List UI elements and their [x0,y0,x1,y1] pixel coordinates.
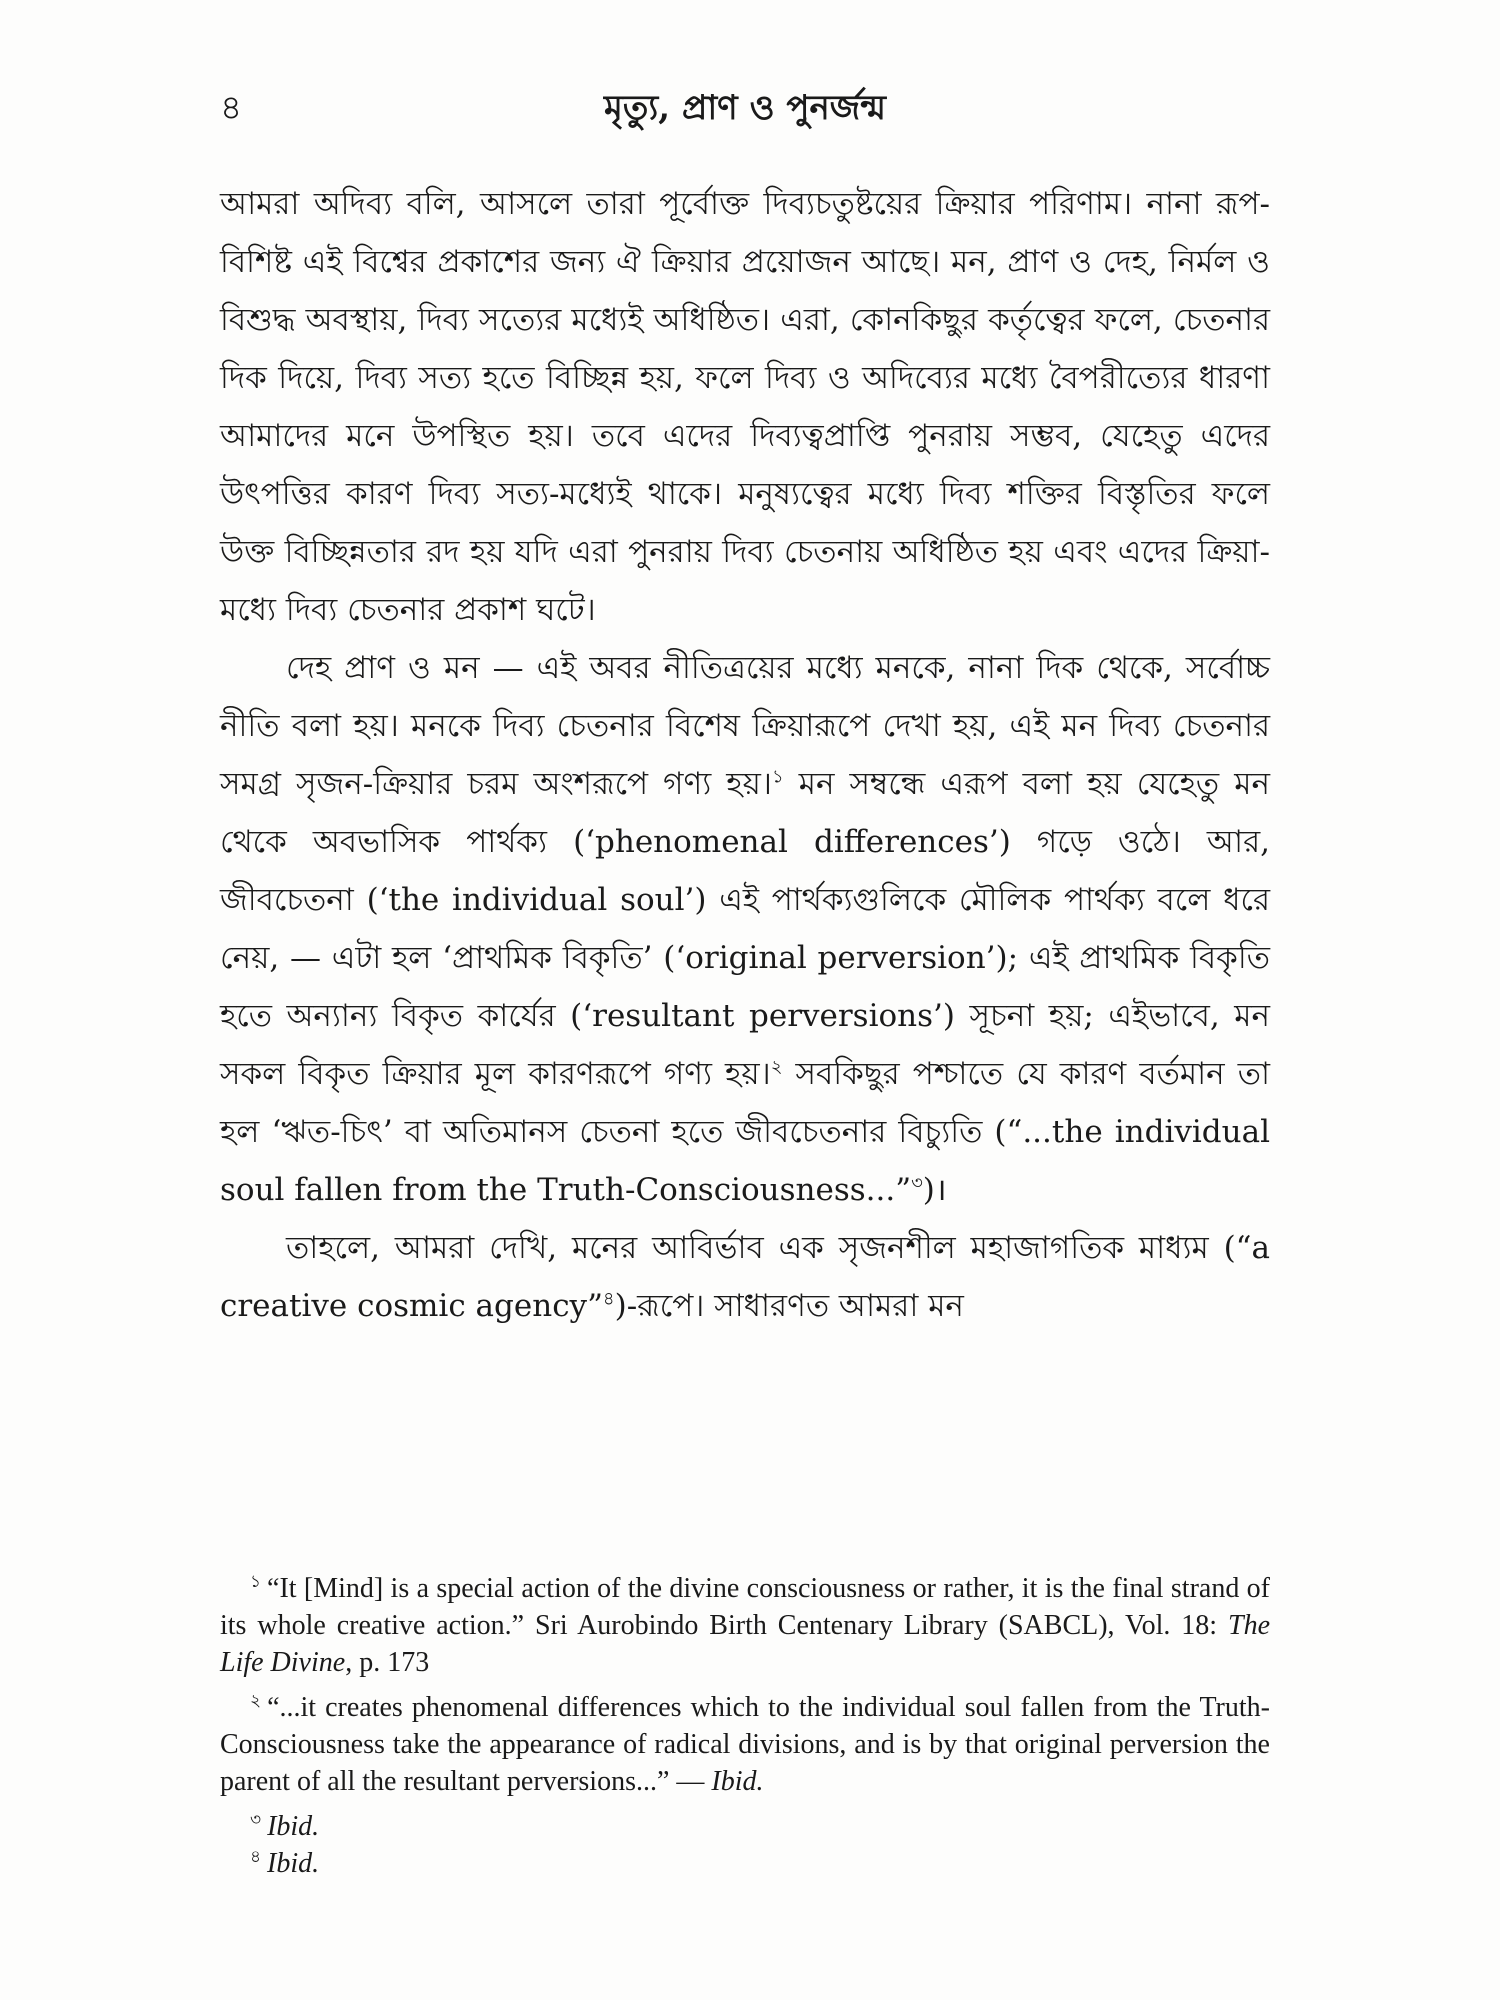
footnote-3 [220,1808,1270,1845]
footnote-1-end: , p. 173 [345,1647,430,1678]
running-title: মৃত্যু, প্রাণ ও পুনর্জন্ম [604,88,886,128]
footnote-2-text: “...it creates phenomenal differences which to the individual soul fallen from the Truth-Consciousness take the appearance of radical divisions, and is by that original perversion the parent of all the resultant perversions...” — [220,1692,1270,1797]
footnotes [220,1570,1270,1882]
footnote-4 [220,1845,1270,1882]
paragraph-2-part-d: )। [922,1172,947,1208]
footnote-4-mark: ৪ [250,1846,262,1866]
footnote-ref-1: ১ [771,766,784,788]
paragraph-1: আমরা অদিব্য বলি, আসলে তারা পূর্বোক্ত দিব্যচতুষ্টয়ের ক্রিয়ার পরিণাম। নানা রূপ-বিশিষ্ট এই বিশ্বের প্রকাশের জন্য ঐ ক্রিয়ার প্রয়োজন আছে। মন, প্রাণ ও দেহ, নির্মল ও বিশুদ্ধ অবস্থায়, দিব্য সত্যের মধ্যেই অধিষ্ঠিত। এরা, কোনকিছুর কর্তৃত্বের ফলে, চেতনার দিক দিয়ে, দিব্য সত্য হতে বিচ্ছিন্ন হয়, ফলে দিব্য ও অদিব্যের মধ্যে বৈপরীত্যের ধারণা আমাদের মনে উপস্থিত হয়। তবে এদের দিব্যত্বপ্রাপ্তি পুনরায় সম্ভব, যেহেতু এদের উৎপত্তির কারণ দিব্য সত্য-মধ্যেই থাকে। মনুষ্যত্বের মধ্যে দিব্য শক্তির বিস্তৃতির ফলে উক্ত বিচ্ছিন্নতার রদ হয় যদি এরা পুনরায় দিব্য চেতনায় অধিষ্ঠিত হয় এবং এদের ক্রিয়া-মধ্যে দিব্য চেতনার প্রকাশ ঘটে। [220,186,1270,628]
paragraph-2-part-a: দেহ প্রাণ ও মন — এই অবর নীতিত্রয়ের মধ্যে মনকে, নানা দিক থেকে, সর্বোচ্চ নীতি বলা হয়। মনকে দিব্য চেতনার বিশেষ ক্রিয়ারূপে দেখা হয়, এই মন দিব্য চেতনার সমগ্র সৃজন-ক্রিয়ার চরম অংশরূপে গণ্য হয়। [220,650,1270,802]
footnote-1-title: The Life Divine [220,1610,1270,1678]
paragraph-3-part-b: )-রূপে। সাধারণত আমরা মন [614,1288,964,1324]
footnote-4-ibid: Ibid. [267,1848,320,1879]
page-header [220,78,1270,138]
footnote-ref-4: ৪ [602,1288,615,1310]
footnote-ref-3: ৩ [911,1172,923,1194]
footnote-2-mark: ২ [250,1690,262,1710]
main-text [220,175,1270,1335]
paragraph-3-part-a: তাহলে, আমরা দেখি, মনের আবির্ভাব এক সৃজনশীল মহাজাগতিক মাধ্যম (“a creative cosmic agency” [220,1230,1270,1324]
footnote-3-ibid: Ibid. [267,1811,320,1842]
footnote-1-mark: ১ [250,1571,262,1591]
paragraph-2 [220,639,1270,1219]
paragraph-2-part-c: সবকিছুর পশ্চাতে যে কারণ বর্তমান তা হল ‘ঋত-চিৎ’ বা অতিমানস চেতনা হতে জীবচেতনার বিচ্যুতি (“...the individual soul fallen from the Truth-Consciousness...” [220,1056,1270,1208]
page-number: ৪ [220,88,243,128]
footnote-2-ibid: Ibid. [711,1766,764,1797]
footnote-3-mark: ৩ [250,1809,262,1829]
footnote-1 [220,1570,1270,1681]
footnote-ref-2: ২ [770,1056,783,1078]
footnote-2 [220,1689,1270,1800]
paragraph-3 [220,1219,1270,1335]
paragraph-2-part-b: মন সম্বন্ধে এরূপ বলা হয় যেহেতু মন থেকে অবভাসিক পার্থক্য (‘phenomenal differences’) গড়ে ওঠে। আর, জীবচেতনা (‘the individual soul’) এই পার্থক্যগুলিকে মৌলিক পার্থক্য বলে ধরে নেয়, — এটা হল ‘প্রাথমিক বিকৃতি’ (‘original perversion’); এই প্রাথমিক বিকৃতি হতে অন্যান্য বিকৃত কার্যের (‘resultant perversions’) সূচনা হয়; এইভাবে, মন সকল বিকৃত ক্রিয়ার মূল কারণরূপে গণ্য হয়। [220,766,1270,1092]
footnote-1-text: “It [Mind] is a special action of the divine consciousness or rather, it is the final strand of its whole creative action.” Sri Aurobindo Birth Centenary Library (SABCL), Vol. 18: [220,1573,1270,1641]
